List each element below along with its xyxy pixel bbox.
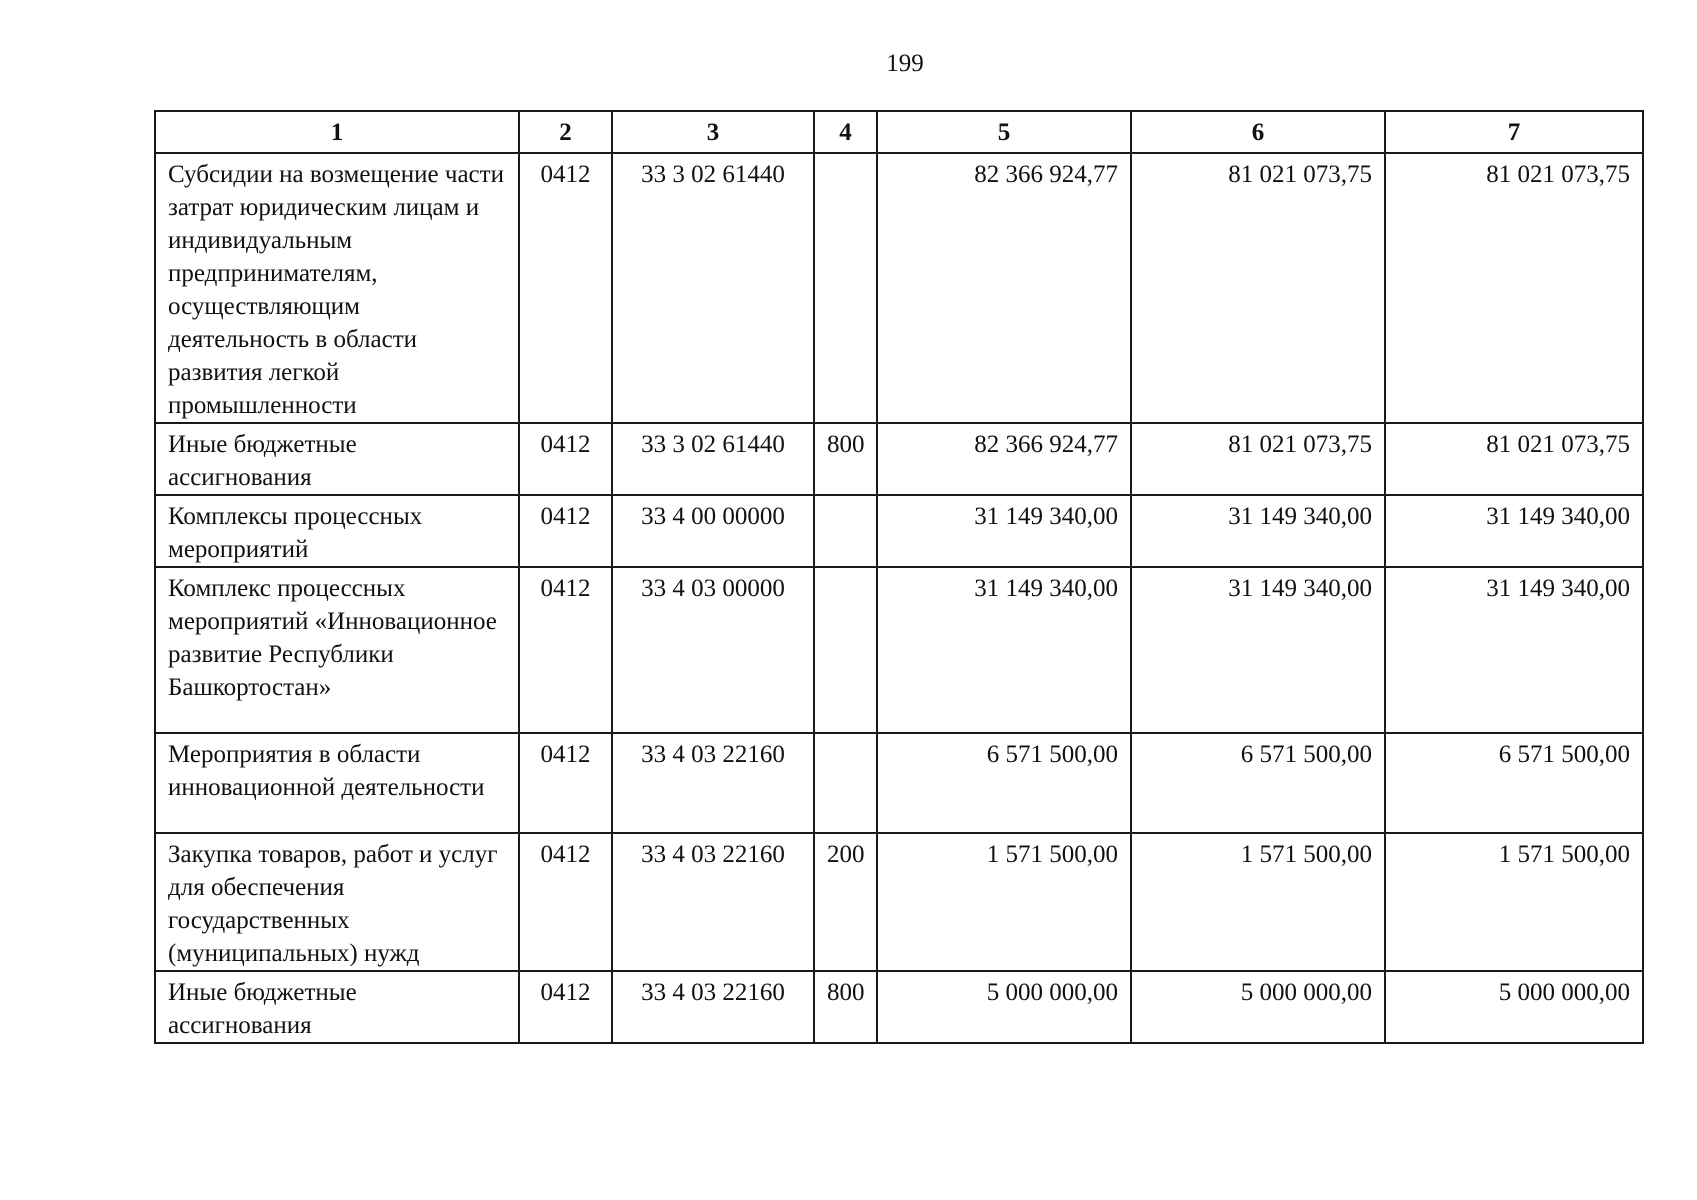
row-type: 200 (814, 833, 877, 971)
row-type (814, 567, 877, 733)
row-value-5: 82 366 924,77 (877, 423, 1131, 495)
row-name: Мероприятия в области инновационной деятельности (155, 733, 519, 833)
row-article: 33 4 00 00000 (612, 495, 814, 567)
row-value-7: 5 000 000,00 (1385, 971, 1643, 1043)
row-value-6: 81 021 073,75 (1131, 423, 1385, 495)
row-article: 33 4 03 22160 (612, 733, 814, 833)
table-row (155, 423, 1643, 495)
row-name: Иные бюджетные ассигнования (155, 423, 519, 495)
row-value-5: 31 149 340,00 (877, 495, 1131, 567)
column-header-6: 6 (1131, 111, 1385, 153)
document-page (154, 110, 1642, 1044)
table-row (155, 495, 1643, 567)
row-section: 0412 (519, 153, 612, 423)
row-value-7: 31 149 340,00 (1385, 495, 1643, 567)
row-section: 0412 (519, 833, 612, 971)
row-type (814, 495, 877, 567)
row-section: 0412 (519, 495, 612, 567)
page-number: 199 (886, 50, 924, 77)
row-value-7: 81 021 073,75 (1385, 153, 1643, 423)
table-row (155, 567, 1643, 733)
row-section: 0412 (519, 567, 612, 733)
row-value-6: 31 149 340,00 (1131, 495, 1385, 567)
row-value-6: 5 000 000,00 (1131, 971, 1385, 1043)
row-article: 33 4 03 22160 (612, 833, 814, 971)
row-article: 33 3 02 61440 (612, 153, 814, 423)
row-value-7: 31 149 340,00 (1385, 567, 1643, 733)
row-type (814, 733, 877, 833)
row-value-7: 1 571 500,00 (1385, 833, 1643, 971)
row-article: 33 4 03 22160 (612, 971, 814, 1043)
row-name: Иные бюджетные ассигнования (155, 971, 519, 1043)
table-row (155, 153, 1643, 423)
row-section: 0412 (519, 423, 612, 495)
row-name: Закупка товаров, работ и услуг для обеспечения государственных (муниципальных) нужд (155, 833, 519, 971)
row-value-5: 6 571 500,00 (877, 733, 1131, 833)
row-value-5: 31 149 340,00 (877, 567, 1131, 733)
table-header-row (155, 111, 1643, 153)
row-value-7: 81 021 073,75 (1385, 423, 1643, 495)
row-section: 0412 (519, 971, 612, 1043)
table-row (155, 971, 1643, 1043)
row-value-6: 6 571 500,00 (1131, 733, 1385, 833)
row-value-5: 1 571 500,00 (877, 833, 1131, 971)
column-header-4: 4 (814, 111, 877, 153)
row-value-6: 1 571 500,00 (1131, 833, 1385, 971)
row-value-5: 5 000 000,00 (877, 971, 1131, 1043)
table-row (155, 833, 1643, 971)
row-type: 800 (814, 423, 877, 495)
column-header-5: 5 (877, 111, 1131, 153)
row-type: 800 (814, 971, 877, 1043)
row-name: Комплекс процессных мероприятий «Инновационное развитие Республики Башкортостан» (155, 567, 519, 733)
column-header-7: 7 (1385, 111, 1643, 153)
row-name: Комплексы процессных мероприятий (155, 495, 519, 567)
row-article: 33 3 02 61440 (612, 423, 814, 495)
row-type (814, 153, 877, 423)
row-article: 33 4 03 00000 (612, 567, 814, 733)
column-header-3: 3 (612, 111, 814, 153)
row-value-5: 82 366 924,77 (877, 153, 1131, 423)
budget-table (154, 110, 1644, 1044)
column-header-1: 1 (155, 111, 519, 153)
table-row (155, 733, 1643, 833)
row-value-7: 6 571 500,00 (1385, 733, 1643, 833)
row-value-6: 81 021 073,75 (1131, 153, 1385, 423)
row-value-6: 31 149 340,00 (1131, 567, 1385, 733)
column-header-2: 2 (519, 111, 612, 153)
row-section: 0412 (519, 733, 612, 833)
row-name: Субсидии на возмещение части затрат юридическим лицам и индивидуальным предпринимателям, осуществляющим деятельность в области развития легкой промышленности (155, 153, 519, 423)
